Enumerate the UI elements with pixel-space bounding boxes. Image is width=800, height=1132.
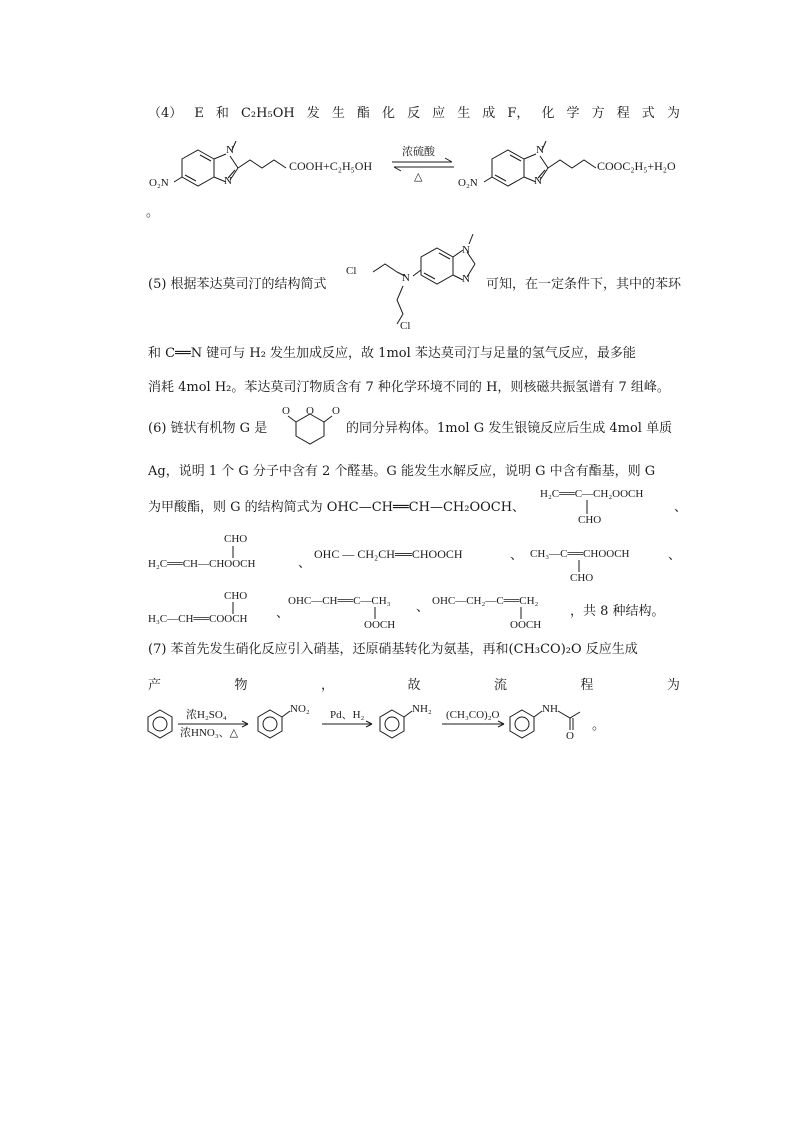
chloroethyl-chain (397, 286, 403, 324)
q4-word: 反 (407, 106, 421, 121)
anhydride-ring (296, 414, 324, 444)
q6-structure-2-bottom: CHO (578, 514, 602, 526)
q5-text-after: 可知，在一定条件下，其中的苯环 (486, 277, 682, 292)
q6-sep: 、 (298, 556, 312, 571)
imidazole-bond (540, 156, 548, 168)
q4-no2-left: O₂N (149, 177, 169, 189)
acetyl-bond (558, 711, 580, 718)
imidazole-bond (214, 154, 226, 159)
n-label: N (534, 175, 542, 187)
q7-line1: (7) 苯首先发生硝化反应引入硝基，还原硝基转化为氨基，再和(CH₃CO)₂O 反应生成 (148, 642, 638, 657)
q4-word: 化 (381, 106, 395, 121)
benzene-ring (510, 710, 534, 738)
q6-structure-3-main: H₂C══CH—CHOOCH (148, 558, 256, 570)
n-label: N (226, 144, 234, 156)
n-label: N (402, 272, 410, 284)
q5-cl1: Cl (346, 265, 357, 277)
benzene-ring (182, 150, 214, 186)
q7-carbonyl-o: O (566, 730, 574, 742)
q6-sep: 、 (510, 548, 524, 563)
n-label: N (462, 244, 470, 256)
imidazole-bond (230, 156, 238, 168)
anhydride-o-label: O (332, 405, 340, 417)
q4-word: 成 (482, 106, 496, 121)
q6-sep: 、 (416, 600, 430, 615)
benzene-ring (148, 710, 172, 738)
benzene-ring (492, 150, 524, 186)
q4-word: 应 (432, 106, 446, 121)
q5-line2: 和 C══N 键可与 H₂ 发生加成反应，故 1mol 苯达莫司汀与足量的氢气反应，最多能 (148, 346, 636, 361)
q5-line3: 消耗 4mol H₂。苯达莫司汀物质含有 7 种化学环境不同的 H，则核磁共振氢谱有 7 组峰。 (148, 380, 670, 395)
benzene-ring (421, 248, 453, 284)
q7-word: 产 (148, 678, 162, 693)
nitro-bond (174, 177, 182, 182)
q4-no2-right: O₂N (458, 177, 478, 189)
q4-label: （4） (148, 106, 183, 121)
q7-amide-h: H (550, 703, 558, 715)
q7-word: 物 (234, 678, 248, 693)
q4-product-chain: COOC₂H₅+H₂O (597, 159, 676, 173)
q6-structure-6-top: CHO (224, 590, 248, 602)
q4-word: 发 (306, 106, 320, 121)
q6-sep: 、 (276, 606, 290, 621)
q4-word: 生 (331, 106, 345, 121)
q6-text-after: 的同分异构体。1mol G 发生银镜反应后生成 4mol 单质 (346, 421, 673, 436)
q4-word: 和 (215, 106, 229, 121)
q6-structure-7-bottom: OOCH (364, 619, 396, 631)
q4-word: 生 (457, 106, 471, 121)
q7-period: 。 (592, 718, 606, 733)
q4-word: 学 (566, 106, 580, 121)
q4-word: 化 (541, 106, 555, 121)
q4-word: E (194, 106, 204, 121)
carbonyl-bond (324, 416, 332, 422)
q7-word: 为 (666, 678, 680, 693)
q7-step2-top: Pd、H₂ (330, 709, 365, 721)
q6-structure-2-top: H₂C══C—CH₂OOCH (540, 488, 644, 500)
aromatic-circle (515, 717, 529, 731)
q7-nh2: NH₂ (412, 703, 432, 715)
q6-structure-5-bottom: CHO (570, 572, 594, 584)
aromatic-circle (153, 717, 167, 731)
q4-word: 程 (616, 106, 630, 121)
q7-amide-n: N (542, 703, 550, 715)
q6-structure-8-main: OHC—CH₂—C══CH₂ (432, 595, 539, 607)
q7-line2 (148, 678, 680, 694)
q7-word: 流 (493, 678, 507, 693)
benzene-ring (380, 710, 404, 738)
q4-word: 酯 (356, 106, 370, 121)
q5-cl2: Cl (400, 320, 411, 332)
q7-no2: NO₂ (290, 703, 310, 715)
q4-product-structure (458, 140, 608, 196)
q6-line2: Ag，说明 1 个 G 分子中含有 2 个醛基。G 能发生水解反应，说明 G 中含有酯基，则 G (148, 464, 656, 479)
imidazole-bond (524, 154, 536, 159)
anhydride-o-label: O (282, 405, 290, 417)
q4-condition-bottom: △ (414, 170, 423, 183)
amino-bond (404, 711, 412, 717)
q4-word: 式 (641, 106, 655, 121)
amide-bond (534, 711, 542, 717)
benzene-ring (258, 710, 282, 738)
q6-structure-7-main: OHC—CH══C—CH₃ (288, 595, 391, 607)
q4-word: 为 (666, 106, 680, 121)
methyl-bond (469, 234, 473, 244)
q6-structure-4: OHC — CH₂CH══CHOOCH (314, 547, 463, 561)
q6-structure-5-main: CH₃—C══CHOOCH (530, 548, 630, 560)
n-label: N (462, 273, 470, 285)
q6-structure-8-bottom: OOCH (510, 619, 542, 631)
q4-condition-top: 浓硫酸 (402, 145, 435, 158)
nitro-bond (484, 177, 492, 182)
q6-sep: 、 (668, 548, 682, 563)
q4-line (148, 106, 680, 122)
q6-structure-3-top: CHO (224, 533, 248, 545)
q4-word: C₂H₅OH (240, 106, 295, 121)
q7-step1-top: 浓H₂SO₄ (186, 709, 227, 721)
n-aryl-bond (413, 270, 421, 276)
q7-step3-top: (CH₃CO)₂O (446, 709, 500, 721)
q4-word: 方 (591, 106, 605, 121)
aromatic-circle (385, 717, 399, 731)
alkyl-chain (548, 160, 596, 168)
q6-sep: 、 (674, 500, 688, 515)
q6-structure-6-main: H₃C—CH══COOCH (148, 613, 248, 625)
q7-word: 故 (407, 678, 421, 693)
q7-word: 程 (580, 678, 594, 693)
nitro-bond (282, 711, 290, 717)
q6-tail: ，共 8 种结构。 (570, 604, 665, 619)
anhydride-o-label: O (306, 405, 314, 417)
q6-line3: 为甲酸酯，则 G 的结构简式为 OHC—CH══CH—CH₂OOCH、 (148, 500, 526, 515)
n-label: N (224, 175, 232, 187)
q4-period: 。 (146, 205, 160, 220)
chloroethyl-chain (373, 264, 397, 272)
q4-word: F， (507, 106, 530, 121)
q7-word: ， (320, 678, 334, 693)
aromatic-circle (263, 717, 277, 731)
q5-text-before: (5) 根据苯达莫司汀的结构简式 (148, 277, 327, 292)
q7-step1-bottom: 浓HNO₃、△ (180, 727, 239, 739)
alkyl-chain (238, 160, 286, 168)
q4-reactant-chain: COOH+C₂H₅OH (289, 159, 373, 173)
n-label: N (536, 144, 544, 156)
q6-text-before: (6) 链状有机物 G 是 (148, 421, 268, 436)
q4-reversible-arrow (390, 160, 456, 170)
